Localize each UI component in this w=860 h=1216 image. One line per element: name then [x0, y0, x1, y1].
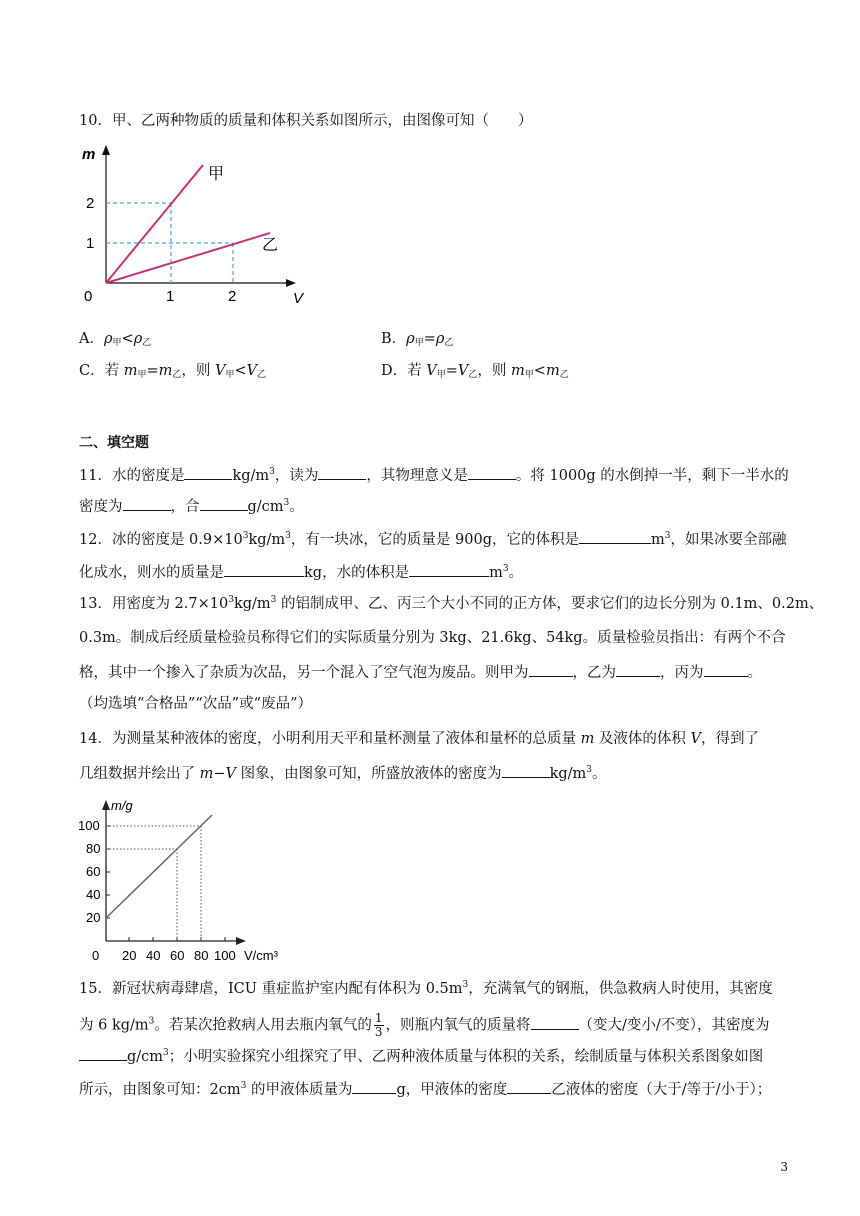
- q13-blank-3[interactable]: [704, 661, 748, 677]
- q14-x-arrow: [236, 937, 246, 945]
- q13-blank-1[interactable]: [529, 661, 573, 677]
- q10-x-arrow: [286, 279, 296, 287]
- q10-origin: 0: [84, 288, 93, 305]
- q14-xtick-20: 20: [122, 948, 137, 963]
- q15-blank-1[interactable]: [531, 1014, 579, 1030]
- q10-y-label: m: [82, 146, 96, 163]
- q10-graph: [78, 143, 318, 308]
- q10-option-a[interactable]: A．$\rho_甲<\rho_乙$: [79, 331, 152, 348]
- q10-xtick-1: 1: [166, 288, 175, 305]
- q10-option-c[interactable]: C．若 $m_甲=m_乙$，则 $V_甲<V_乙$: [79, 363, 267, 380]
- q14-x-label: V/cm³: [244, 948, 278, 963]
- q10-ytick-1: 1: [86, 235, 95, 252]
- q12-blank-3[interactable]: [409, 561, 489, 577]
- q14-y-arrow: [102, 800, 110, 810]
- q15-blank-2[interactable]: [79, 1045, 127, 1061]
- q14-xtick-40: 40: [146, 948, 161, 963]
- q15-line2: 为 6 $kg/m^3$。若某次抢救病人用去瓶内氧气的 $\frac{1}{3}$ ，则瓶内氧气的质量将 （变大/变小/不变），其密度为: [79, 1011, 770, 1039]
- q12-blank-2[interactable]: [224, 561, 304, 577]
- q10-label-yi: 乙: [262, 237, 279, 254]
- q14-ytick-100: 100: [78, 818, 100, 833]
- q14-ytick-60: 60: [86, 864, 101, 879]
- q14-ytick-20: 20: [86, 910, 101, 925]
- q14-ytick-80: 80: [86, 841, 101, 856]
- q14-y-label: m/g: [111, 798, 133, 813]
- q11-blank-1[interactable]: [184, 464, 232, 480]
- q13-line2: 0.3m。制成后经质量检验员称得它们的实际质量分别为 3kg、21.6kg、54kg。质量检验员指出：有两个不合: [79, 630, 786, 646]
- q15-blank-4[interactable]: [507, 1078, 551, 1094]
- q15-line3: $g/cm^3$；小明实验探究小组探究了甲、乙两种液体质量与体积的关系，绘制质量与体积关系图象如图: [79, 1045, 763, 1067]
- q12-blank-1[interactable]: [579, 528, 651, 544]
- q10-option-d[interactable]: D．若 $V_甲=V_乙$，则 $m_甲<m_乙$: [381, 363, 569, 380]
- q11-blank-2[interactable]: [318, 464, 366, 480]
- q15-line1: 15．新冠状病毒肆虐，ICU 重症监护室内配有体积为 $0.5m^3$，充满氧气的钢瓶，供急救病人时使用，其密度: [79, 980, 773, 997]
- q10-x-label: V: [293, 290, 304, 307]
- q14-xtick-100: 100: [214, 948, 236, 963]
- q14-line1: 14．为测量某种液体的密度，小明利用天平和量杯测量了液体和量杯的总质量 m 及液体的体积 V，得到了: [79, 731, 760, 747]
- q12-line1: 12．冰的密度是 $0.9\times 10^3kg/m^3$，有一块冰，它的质量是 900g，它的体积是 $m^3$，如果冰要全部融: [79, 528, 786, 550]
- q13-line4: （均选填“合格品”“次品”或“废品”）: [79, 696, 312, 712]
- section-title: 二、填空题: [79, 435, 149, 451]
- q15-fraction: $\frac{1}{3}$: [374, 1011, 383, 1039]
- q10-ytick-2: 2: [86, 195, 95, 212]
- q13-line3: 格，其中一个掺入了杂质为次品，另一个混入了空气泡为废品。则甲为 ，乙为 ，丙为 。: [79, 661, 762, 683]
- q10-option-b[interactable]: B．$\rho_甲=\rho_乙$: [381, 331, 454, 348]
- q14-data-line: [106, 815, 212, 918]
- q14-xtick-80: 80: [194, 948, 209, 963]
- q13-line1: 13．用密度为 $2.7\times 10^3kg/m^3$ 的铝制成甲、乙、丙三个大小不同的正方体，要求它们的边长分别为 0.1m、0.2m、: [79, 595, 824, 612]
- q14-line2: 几组数据并绘出了 m−V 图象，由图象可知，所盛放液体的密度为 $kg/m^3$。: [79, 762, 607, 784]
- q12-line2: 化成水，则水的质量是 kg，水的体积是 $m^3$。: [79, 561, 523, 583]
- q15-line4: 所示，由图象可知：$2cm^3$ 的甲液体质量为 g，甲液体的密度 乙液体的密度（大于/等于/小于）；: [79, 1078, 771, 1100]
- q10-line-yi: [106, 233, 270, 283]
- q11-blank-5[interactable]: [200, 495, 248, 511]
- q11-blank-4[interactable]: [123, 495, 171, 511]
- q14-blank-1[interactable]: [502, 762, 550, 778]
- q13-blank-2[interactable]: [616, 661, 660, 677]
- q14-xtick-0: 0: [92, 948, 100, 963]
- q10-y-arrow: [102, 145, 110, 155]
- q11-line2: 密度为 ，合 $g/cm^3$。: [79, 495, 304, 517]
- q15-blank-3[interactable]: [352, 1078, 396, 1094]
- q10-xtick-2: 2: [228, 288, 237, 305]
- page-number: 3: [780, 1160, 788, 1174]
- q10-line-jia: [106, 165, 203, 283]
- q11-blank-3[interactable]: [468, 464, 516, 480]
- q10-label-jia: 甲: [208, 166, 225, 183]
- q11-line1: 11．水的密度是 $kg/m^3$，读为 ，其物理意义是 。将 1000g 的水倒掉一半，剩下一半水的: [79, 464, 789, 486]
- q14-graph: [78, 796, 298, 966]
- q14-xtick-60: 60: [170, 948, 185, 963]
- q14-ytick-40: 40: [86, 887, 101, 902]
- q10-stem: 10．甲、乙两种物质的质量和体积关系如图所示，由图像可知（ ）: [79, 113, 533, 129]
